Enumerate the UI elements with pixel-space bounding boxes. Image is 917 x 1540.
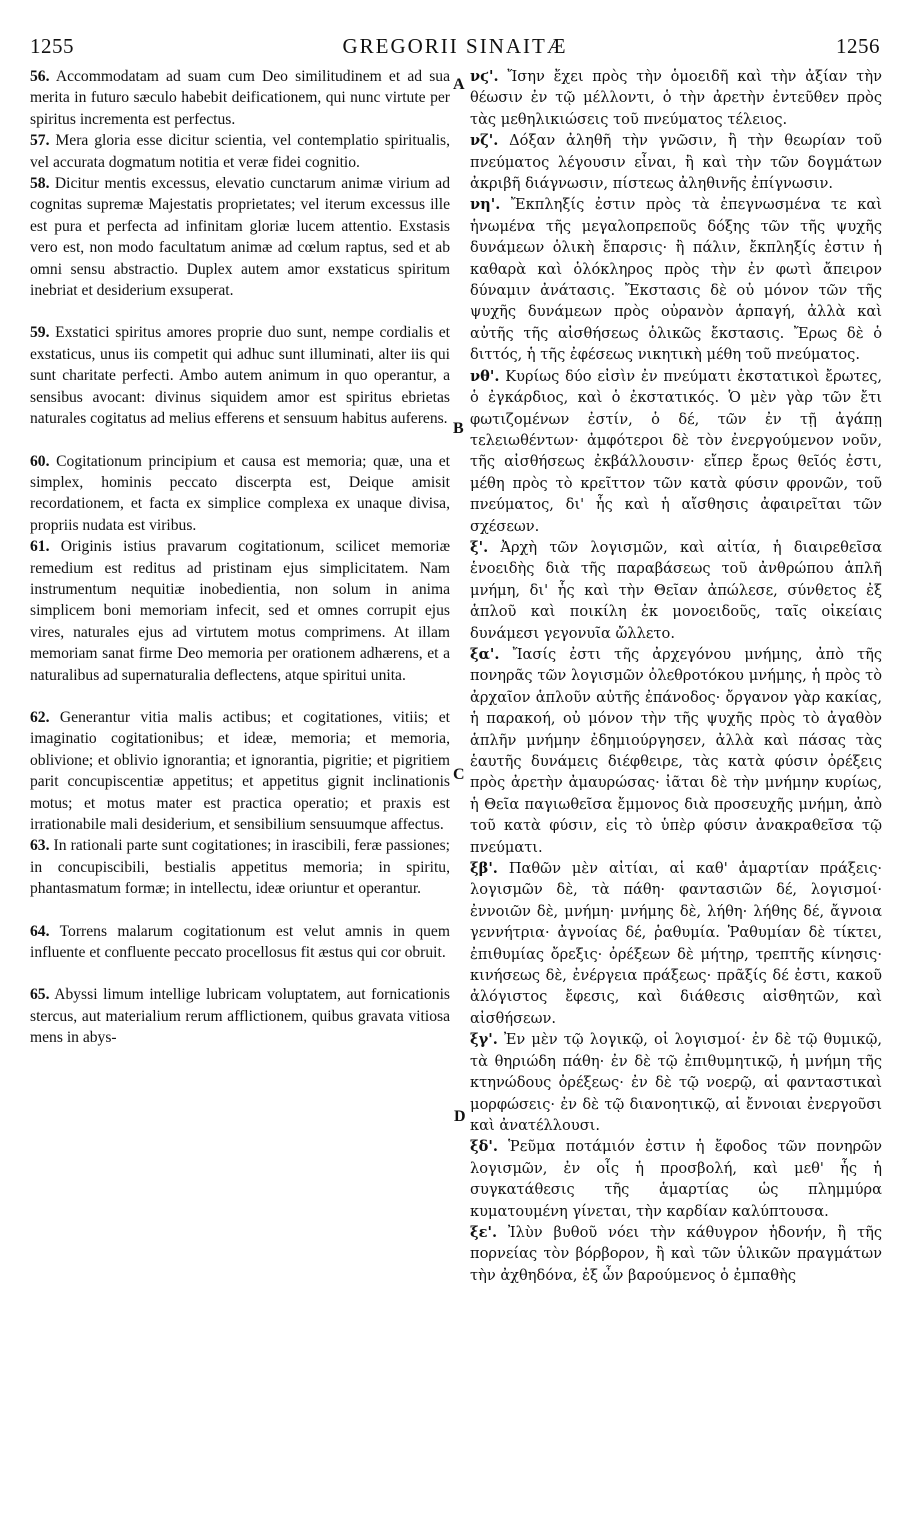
margin-letter-d: D	[454, 1108, 466, 1125]
greek-paragraph-number: ξ'.	[470, 538, 489, 556]
latin-paragraph-text: Accommodatam ad suam cum Deo similitudinem et ad sua merita in futuro sæculo habebit deificationem, qui nunc virtute per spiritus incrementa est perfectus.	[30, 68, 450, 128]
paragraph-spacer	[30, 301, 450, 322]
greek-paragraph-text: Ῥεῦμα ποτάμιόν ἐστιν ἡ ἔφοδος τῶν πονηρῶν λογισμῶν, ἐν οἷς ἡ προσβολή, καὶ μεθ' ἧς ἡ συγκατάθεσις τῆς ἁμαρτίας ὡς πλημμύρα κυματουμένη γίνεται, τὴν καρδίαν καλύπτουσα.	[470, 1138, 883, 1220]
latin-paragraph-text: Torrens malarum cogitationum est velut amnis in quem influente et confluente peccato procellosus fit æstus qui cor obruit.	[30, 922, 450, 962]
latin-paragraph	[30, 130, 450, 173]
latin-paragraph-number: 61.	[30, 538, 50, 556]
latin-paragraph-number: 59.	[30, 324, 50, 342]
greek-paragraph	[470, 194, 882, 365]
latin-paragraph	[30, 984, 450, 1048]
greek-column	[470, 66, 882, 1286]
latin-paragraph-text: Originis istius pravarum cogitationum, scilicet memoriæ remedium est reditus ad pristinam ejus simplicitatem. Nam instrumentum nequitiæ inobedientia, non solum in anima simplicem boni memoriam infecit, sed et omnes corrupit ejus vires, naturales ejus ad virtutem motus comprimens. At illam memoriam sanat firme Deo memoria per orationem adhærens, et a naturalibus ad supernaturalia deflectens, atque spiritui unita.	[30, 538, 450, 684]
latin-paragraph-number: 63.	[30, 837, 50, 855]
latin-paragraph	[30, 66, 450, 130]
greek-paragraph-text: Ἀρχὴ τῶν λογισμῶν, καὶ αἰτία, ἡ διαιρεθεῖσα ἑνοειδὴς διὰ τῆς παραβάσεως τοῦ ἀνθρώπου ἁπλῆ μνήμη, δι' ἧς καὶ τὴν Θεῖαν ἀπώλεσε, σύνθετος ἐξ ἁπλοῦ καὶ ποικίλη ἐκ μονοειδοῦς, ταῖς οἰκείαις δυνάμεσι γεγονυῖα ὤλλετο.	[470, 538, 882, 642]
greek-paragraph-text: Δόξαν ἀληθῆ τὴν γνῶσιν, ἢ τὴν θεωρίαν τοῦ πνεύματος λέγουσιν εἶναι, ἢ καὶ τὴν τῶν δογμάτων ἀκριβῆ διάγνωσιν, πίστεως ἀληθινῆς ἐπίγνωσιν.	[470, 132, 883, 193]
latin-paragraph-text: Dicitur mentis excessus, elevatio cunctarum animæ virium ad cognitas supremæ Majestatis proprietates; vel iterum excessus ille est pura et perfecta ad infinitam gloriæ lucem attentio. Exstasis vero est, non modo facultatum animæ ad cœlum raptus, sed et ab omni sensu abstractio. Duplex autem amor exstaticus spiritum inebriat et desiderium exsuperat.	[30, 175, 450, 300]
greek-paragraph-text: Κυρίως δύο εἰσὶν ἐν πνεύματι ἐκστατικοὶ ἔρωτες, ὁ ἐγκάρδιος, καὶ ὁ ἐκστατικός. Ὁ μὲν γὰρ τῶν ἔτι φωτιζομένων ἐστίν, ὁ δέ, τῶν ἐν τῇ ἀγάπῃ τελειωθέντων· ἀμφότεροι δὲ τὸν ἐνεργούμενον νοῦν, τῆς αἰσθήσεως ἐκβάλλουσιν· εἴπερ ἔρως θεῖός ἐστι, μέθη πρὸς τὸ κρεῖττον τῶν κατὰ φύσιν φρονῶν, τοῦ πνεύματος, δι' ἧς καὶ ἡ αἴσθησις ἀφαιρεῖται τῶν σχέσεων.	[470, 367, 883, 535]
latin-paragraph	[30, 536, 450, 686]
latin-paragraph-number: 64.	[30, 922, 50, 940]
latin-paragraph-number: 58.	[30, 175, 50, 193]
greek-paragraph-text: Ἰλὺν βυθοῦ νόει τὴν κάθυγρον ἡδονήν, ἢ τῆς πορνείας τὸν βόρβορον, ἢ καὶ τῶν ὑλικῶν πραγμάτων τὴν ἀχθηδόνα, ἐξ ὧν βαρούμενος ὁ ἐμπαθὴς	[470, 1223, 882, 1284]
greek-paragraph-number: ξδ'.	[470, 1138, 498, 1156]
greek-paragraph-text: Ἴσην ἔχει πρὸς τὴν ὁμοειδῆ καὶ τὴν ἀξίαν τὴν θέωσιν ἐν τῷ μέλλοντι, ὁ τὴν ἀρετὴν ἐντεῦθεν πρὸς τὰς μεθηλικιώσεις τοῦ πνεύματος τέλειος.	[470, 68, 882, 128]
latin-paragraph-text: Abyssi limum intellige lubricam voluptatem, aut fornicationis stercus, aut materialium rerum afflictionem, quibus gravata vitiosa mens in abys-	[30, 986, 450, 1047]
latin-paragraph-number: 56.	[30, 68, 50, 85]
latin-paragraph	[30, 322, 450, 429]
greek-paragraph-text: Ἔκπληξίς ἐστιν πρὸς τὰ ἐπεγνωσμένα τε καὶ ἡνωμένα τῆς μεγαλοπρεποῦς δόξης τῶν τῆς ψυχῆς δυνάμεων ὁλικὴ ἔπαρσις· ἢ πάλιν, ἔκπληξίς ἐστιν ἡ καθαρὰ καὶ ὁλόκληρος πρὸς τὴν ἐν φωτὶ ἄπειρον δύναμιν ἀνάτασις. Ἔκστασις δὲ οὐ μόνον τῶν τῆς ψυχῆς δυνάμεων πρὸς οὐρανὸν ἁρπαγή, ἀλλὰ καὶ αὐτῆς τῆς αἰσθήσεως ὁλικῶς ἔκστασις. Ἔρως δὲ ὁ διττός, ἡ τῆς ἐφέσεως νικητικὴ μέθη τοῦ πνεύματος.	[470, 196, 882, 364]
paragraph-spacer	[30, 900, 450, 921]
running-title: GREGORII SINAITÆ	[342, 34, 568, 58]
greek-paragraph-number: ξα'.	[470, 645, 500, 663]
greek-paragraph-number: ξε'.	[470, 1223, 498, 1241]
greek-paragraph	[470, 366, 882, 537]
greek-paragraph	[470, 1029, 882, 1136]
greek-paragraph-number: ξβ'.	[470, 860, 498, 878]
greek-paragraph-text: Ἐν μὲν τῷ λογικῷ, οἱ λογισμοί· ἐν δὲ τῷ θυμικῷ, τὰ θηριώδη πάθη· ἐν δὲ τῷ ἐπιθυμητικῷ, ἡ μνήμη τῆς κτηνώδους ὀρέξεως· ἐν δὲ τῷ νοερῷ, αἱ φανταστικαὶ μορφώσεις· ἐν δὲ τῷ διανοητικῷ, αἱ ἔννοιαι ἐνεργοῦσι καὶ ἀνατέλλουσι.	[470, 1031, 883, 1134]
latin-paragraph-number: 57.	[30, 132, 50, 150]
greek-paragraph	[470, 1222, 882, 1286]
margin-letter-c: C	[453, 766, 465, 783]
greek-paragraph	[470, 644, 882, 858]
latin-paragraph-number: 60.	[30, 452, 50, 470]
greek-paragraph	[470, 1136, 882, 1222]
greek-paragraph	[470, 537, 882, 644]
paragraph-spacer	[30, 963, 450, 984]
greek-paragraph-number: ξγ'.	[470, 1031, 498, 1049]
greek-paragraph	[470, 130, 882, 194]
latin-paragraph-text: Generantur vitia malis actibus; et cogitationes, vitiis; et imaginatio cogitationibus; et ideæ, memoria; et memoria, oblivione; et oblivio ignorantia; et ignorantia, pigritie; et pigritiem parit concupiscentiæ appetitus; et appetitus gignit inclinationis motus; et motus mater est practica operatio; et praxis est irrationabile mali desiderium, et sensibilium sensuumque affectus.	[30, 708, 450, 833]
greek-paragraph	[470, 858, 882, 1029]
latin-paragraph	[30, 707, 450, 835]
paragraph-spacer	[30, 686, 450, 707]
latin-paragraph	[30, 921, 450, 964]
right-page-number: 1256	[836, 34, 880, 58]
latin-paragraph-number: 62.	[30, 708, 50, 726]
latin-paragraph-text: Mera gloria esse dicitur scientia, vel contemplatio spiritualis, vel accurata dogmatum notitia et veræ fidei cognitio.	[30, 132, 451, 171]
greek-paragraph-text: Ἴασίς ἐστι τῆς ἀρχεγόνου μνήμης, ἀπὸ τῆς πονηρᾶς τῶν λογισμῶν ὀλεθροτόκου μνήμης, ἡ πρὸς τὸ ἀρχαῖον ἁπλοῦν αὐτῆς ἐπάνοδος· ὄργανον γὰρ κακίας, ἡ παρακοή, οὐ μόνον τὴν τῆς ψυχῆς πρὸς τὸ ἀγαθὸν ἁπλῆν μνήμην ἐδημιούργησεν, ἀλλὰ καὶ πάσας τὰς ἑαυτῆς δυνάμεις διέφθειρε, τὰς κατὰ φύσιν ὀρέξεις πρὸς ἀρετὴν ἀμαυρώσας· ἰᾶται δὲ τὴν μνήμην κυρίως, ἡ Θεῖα παγιωθεῖσα ἔμμονος διὰ προσευχῆς μνήμη, ἀπὸ τοῦ κατὰ φύσιν, εἰς τὸ ὑπὲρ φύσιν ἀνακραθεῖσα τῷ πνεύματι.	[470, 645, 883, 856]
latin-column	[30, 66, 450, 1049]
margin-letter-a: A	[453, 76, 465, 93]
greek-paragraph	[470, 66, 882, 130]
greek-paragraph-number: νϛ'.	[470, 68, 499, 85]
latin-paragraph	[30, 835, 450, 899]
latin-paragraph-number: 65.	[30, 986, 50, 1004]
latin-paragraph	[30, 451, 450, 537]
paragraph-spacer	[30, 430, 450, 451]
greek-paragraph-number: νθ'.	[470, 367, 500, 385]
margin-letter-b: B	[453, 420, 464, 437]
greek-paragraph-text: Παθῶν μὲν αἰτίαι, αἱ καθ' ἁμαρτίαν πράξεις· λογισμῶν δὲ, τὰ πάθη· φαντασιῶν δέ, λογισμοί· ἐννοιῶν δὲ, μνήμη· μνήμης δὲ, λήθη· λήθης δέ, ἄγνοια γεννήτρια· ἀγνοίας δέ, ῥαθυμία. Ῥαθυμίαν δὲ τίκτει, ἐπιθυμίας ὄρεξις· ὀρέξεων δὲ μήτηρ, τρεπτῆς κίνησις· κινήσεως δὲ, ἐνέργεια πράξεως· πρᾶξίς δέ ἐστι, κακοῦ ἀλόγιστος ἔφεσις, καὶ διάθεσις αἰσθητῶν, καὶ αἰσθήσεων.	[470, 860, 883, 1027]
latin-paragraph-text: Exstatici spiritus amores proprie duo sunt, nempe cordialis et exstaticus, unus iis competit qui adhuc sunt illuminati, alter iis qui sunt charitate perfecti. Ambo autem animum in quo operantur, a sensibus avocant: divinus siquidem amor est spiritus ebrietas naturales cogitatus ad melius efferens et sensuum habitus auferens.	[30, 324, 450, 428]
greek-paragraph-number: νζ'.	[470, 132, 499, 150]
latin-paragraph-text: Cogitationum principium et causa est memoria; quæ, una et simplex, hominis peccato discerpta est, Deique amisit recordationem, et facta ex simplice complexa ex unaque divisa, propriis nudata est viribus.	[30, 452, 450, 534]
greek-paragraph-number: νη'.	[470, 196, 501, 214]
latin-paragraph-text: In rationali parte sunt cogitationes; in irascibili, feræ passiones; in concupiscibili, bestialis appetitus memoria; in spiritu, phantasmatum formæ; in intellectu, ideæ oriuntur et operantur.	[30, 837, 450, 898]
left-page-number: 1255	[30, 34, 74, 58]
page-header	[30, 34, 880, 58]
latin-paragraph	[30, 173, 450, 301]
